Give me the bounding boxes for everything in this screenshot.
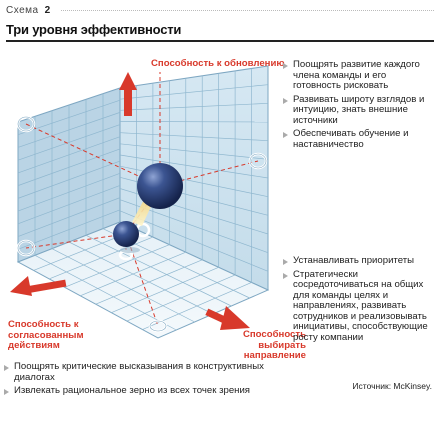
list-item: Обеспечивать обучение и наставничество: [283, 129, 433, 150]
axis-label-renewal: Способность к обновлению: [151, 58, 285, 69]
page-title: Три уровня эффективности: [6, 22, 182, 37]
scheme-number: 2: [44, 5, 51, 16]
list-item: Стратегически сосредоточиваться на общих для команды целях и направлениях, развивать сотрудников и реализовывать инициативы, способствующие росту компании: [283, 270, 433, 344]
axis-label-direction: Способность выбирать направление: [242, 329, 306, 361]
bullet-list-middle: [283, 256, 433, 346]
list-item: Поощрять развитие каждого члена команды и его готовность рисковать: [283, 60, 433, 92]
bullet-list-top: [283, 60, 433, 153]
source-note: Источник: McKinsey.: [352, 381, 432, 391]
small-sphere: [113, 221, 139, 247]
bullet-list-bottom: [4, 362, 294, 400]
scheme-label: Схема: [6, 5, 39, 16]
list-item: Извлекать рациональное зерно из всех точек зрения: [4, 386, 294, 397]
list-item: Развивать широту взглядов и интуицию, знать внешние источники: [283, 95, 433, 127]
sphere-shadow: [120, 247, 140, 253]
list-item: Устанавливать приоритеты: [283, 256, 433, 267]
large-sphere: [137, 163, 183, 209]
list-item: Поощрять критические высказывания в конструктивных диалогах: [4, 362, 294, 383]
axis-label-coordination: Способность к согласованным действиям: [8, 319, 84, 351]
